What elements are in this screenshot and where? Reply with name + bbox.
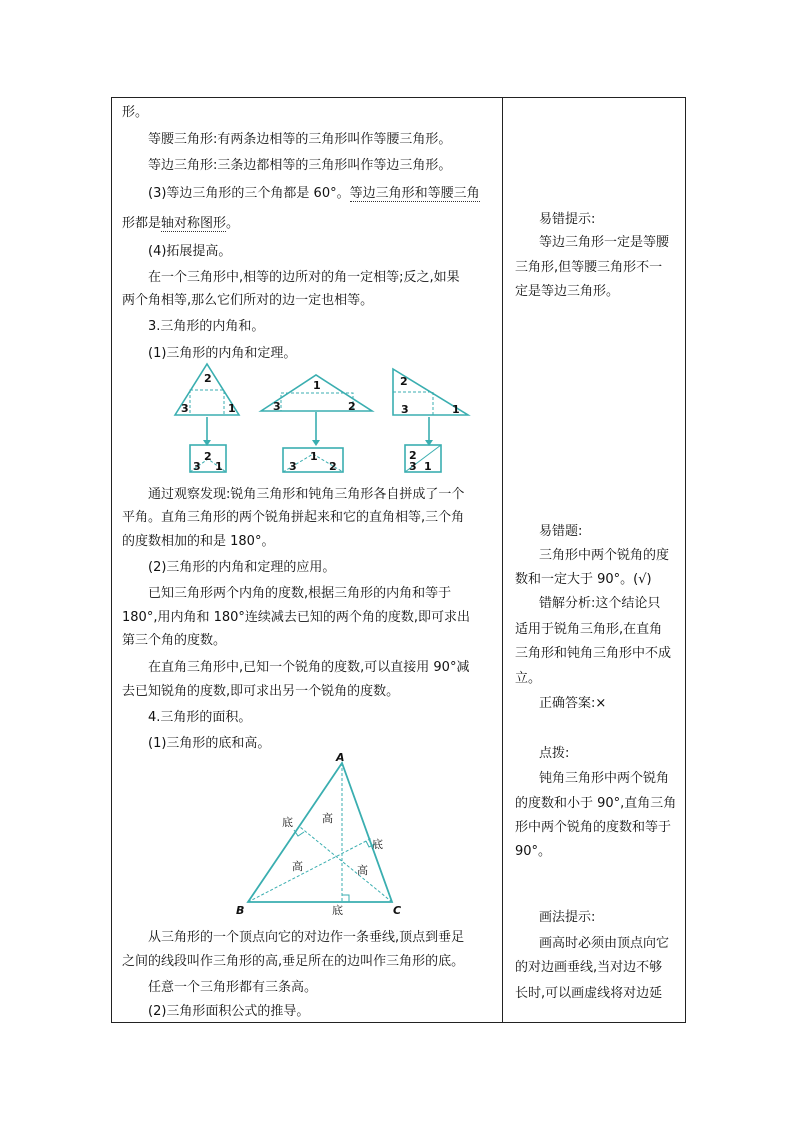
angle-label: 3 [409, 460, 417, 473]
text-line: 两个角相等,那么它们所对的边一定也相等。 [122, 293, 374, 308]
vertex-label-c: C [393, 904, 402, 917]
angle-label: 3 [193, 460, 201, 473]
text-line: 等腰三角形:有两条边相等的三角形叫作等腰三角形。 [148, 132, 452, 147]
note-line: 三角形,但等腰三角形不一 [515, 260, 663, 275]
base-label: 底 [332, 904, 343, 917]
note-line: 数和一定大于 90°。(√) [515, 572, 652, 587]
text-line: 第三个角的度数。 [122, 633, 227, 648]
note-line: 长时,可以画虚线将对边延 [515, 986, 663, 1001]
base-label: 底 [282, 816, 293, 829]
emphasis-text: 等边三角形和等腰三角 [349, 186, 480, 201]
text-line: 3.三角形的内角和。 [148, 319, 265, 334]
angle-label: 2 [204, 372, 212, 385]
note-line: 正确答案:× [539, 696, 607, 711]
angle-label: 1 [310, 450, 318, 463]
note-line: 钝角三角形中两个锐角 [539, 771, 670, 786]
text-line: 去已知锐角的度数,即可求出另一个锐角的度数。 [122, 684, 400, 699]
triangle-abc [248, 763, 392, 902]
text-line: 的度数相加的和是 180°。 [122, 534, 275, 549]
note-line: 的对边画垂线,当对边不够 [515, 960, 663, 975]
text-line: 通过观察发现:锐角三角形和钝角三角形各自拼成了一个 [148, 487, 465, 502]
text-line: 形。 [122, 105, 149, 120]
text-line [122, 215, 239, 233]
text-line: (1)三角形的底和高。 [148, 736, 271, 751]
text-line [148, 185, 480, 203]
angle-label: 3 [181, 402, 189, 415]
angle-label: 1 [424, 460, 432, 473]
angle-label: 3 [401, 403, 409, 416]
side-notes-column [503, 97, 686, 1023]
angle-label: 2 [409, 449, 417, 462]
height-label: 高 [322, 812, 333, 825]
note-title: 点拨: [539, 746, 570, 761]
text-segment: (3)等边三角形的三个角都是 60°。 [148, 186, 350, 201]
note-line: 等边三角形一定是等腰 [539, 235, 670, 250]
angle-label: 1 [215, 460, 223, 473]
text-line: 等边三角形:三条边都相等的三角形叫作等边三角形。 [148, 158, 452, 173]
height-label: 高 [292, 860, 303, 873]
note-line: 定是等边三角形。 [515, 284, 620, 299]
note-title: 画法提示: [539, 910, 596, 925]
note-line: 90°。 [515, 844, 552, 859]
angle-label: 2 [348, 400, 356, 413]
base-label: 底 [372, 838, 383, 851]
triangle-heights-figure [236, 752, 416, 922]
text-line: (4)拓展提高。 [148, 244, 232, 259]
text-line: (2)三角形面积公式的推导。 [148, 1004, 310, 1019]
note-line: 画高时必须由顶点向它 [539, 936, 670, 951]
angle-label: 3 [289, 460, 297, 473]
angle-label: 3 [273, 400, 281, 413]
text-line: 平角。直角三角形的两个锐角拼起来和它的直角相等,三个角 [122, 510, 465, 525]
vertex-label-a: A [336, 752, 345, 764]
note-line: 适用于锐角三角形,在直角 [515, 622, 663, 637]
text-line: 已知三角形两个内角的度数,根据三角形的内角和等于 [148, 586, 452, 601]
angle-sum-figure [171, 362, 491, 482]
text-line: 任意一个三角形都有三条高。 [148, 980, 318, 995]
text-line: (2)三角形的内角和定理的应用。 [148, 560, 336, 575]
note-line: 错解分析:这个结论只 [539, 596, 661, 611]
note-line: 三角形中两个锐角的度 [539, 548, 670, 563]
angle-label: 1 [452, 403, 460, 416]
text-segment: 形都是 [122, 216, 162, 231]
note-line: 形中两个锐角的度数和等于 [515, 820, 672, 835]
vertex-label-b: B [236, 904, 245, 917]
note-title: 易错题: [539, 524, 583, 539]
main-column [111, 97, 502, 1023]
angle-label: 2 [329, 460, 337, 473]
text-line: 从三角形的一个顶点向它的对边作一条垂线,顶点到垂足 [148, 930, 465, 945]
note-line: 立。 [515, 671, 542, 686]
emphasis-text: 轴对称图形 [161, 216, 227, 231]
text-line: 180°,用内角和 180°连续减去已知的两个角的度数,即可求出 [122, 610, 471, 625]
note-title: 易错提示: [539, 212, 596, 227]
text-line: 在一个三角形中,相等的边所对的角一定相等;反之,如果 [148, 270, 460, 285]
note-line: 的度数和小于 90°,直角三角 [515, 796, 677, 811]
angle-label: 2 [204, 450, 212, 463]
angle-label: 1 [228, 402, 236, 415]
height-label: 高 [357, 864, 368, 877]
note-line: 三角形和钝角三角形中不成 [515, 646, 672, 661]
angle-label: 1 [313, 379, 321, 392]
text-segment: 。 [226, 216, 240, 231]
text-line: 4.三角形的面积。 [148, 710, 252, 725]
text-line: 之间的线段叫作三角形的高,垂足所在的边叫作三角形的底。 [122, 954, 465, 969]
text-line: 在直角三角形中,已知一个锐角的度数,可以直接用 90°减 [148, 660, 470, 675]
angle-label: 2 [400, 375, 408, 388]
text-line: (1)三角形的内角和定理。 [148, 346, 297, 361]
